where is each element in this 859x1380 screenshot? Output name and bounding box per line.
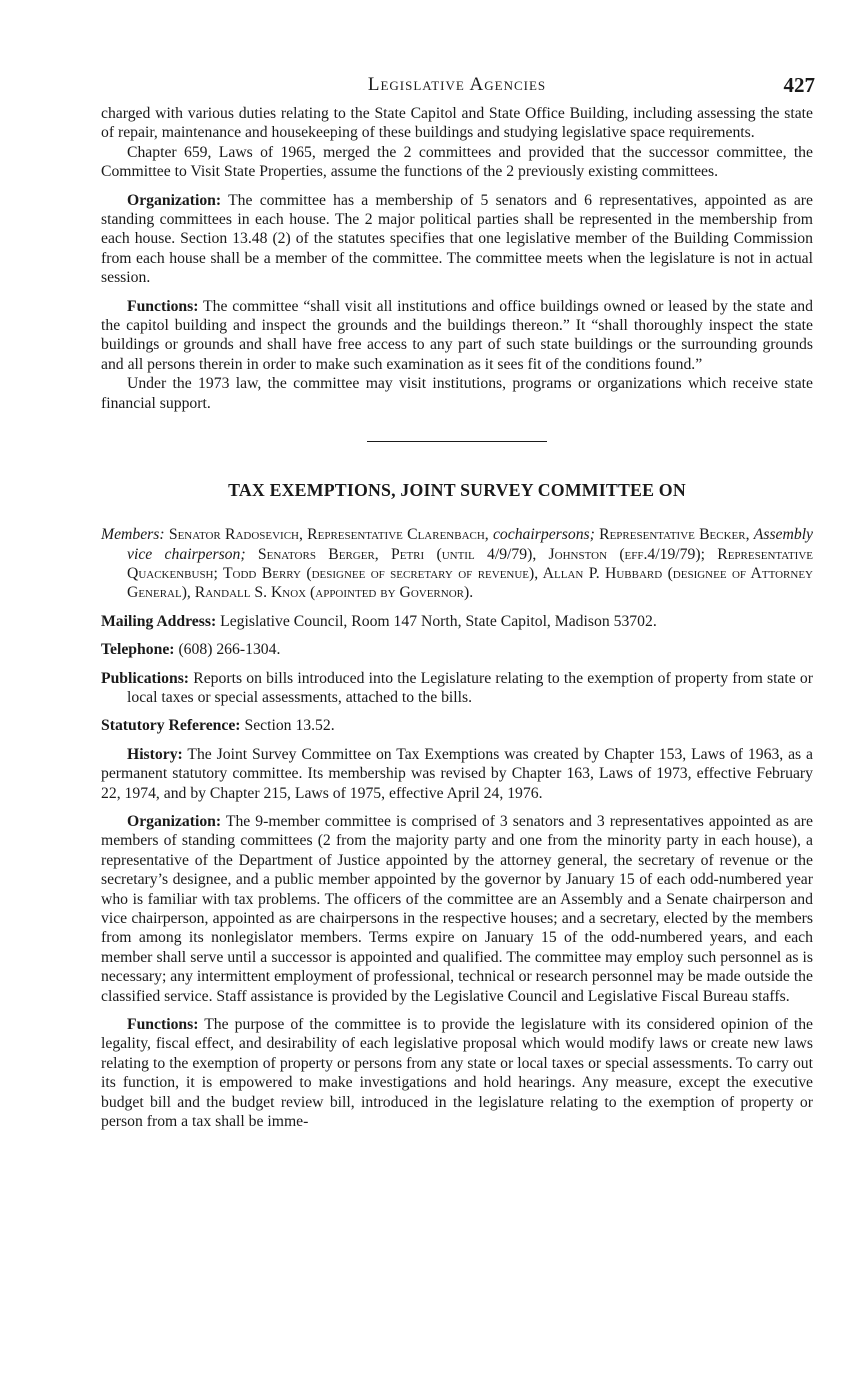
tax-exemptions-section — [101, 525, 813, 1131]
paragraph-functions-committee — [101, 1015, 813, 1131]
functions-committee-label: Functions: — [127, 1016, 199, 1034]
members-role-1: cochairpersons; — [492, 526, 595, 544]
paragraph-1973-law: Under the 1973 law, the committee may visit institutions, programs or organizations which receive state financial support. — [101, 375, 813, 412]
functions-label: Functions: — [127, 297, 199, 315]
paragraph-history — [101, 745, 813, 803]
running-head — [101, 70, 813, 104]
publications-label: Publications: — [101, 669, 190, 687]
statutory-reference-text: Section 13.52. — [240, 717, 335, 735]
members-names-2: Representative Becker, — [594, 526, 754, 544]
paragraph-continued: charged with various duties relating to the State Capitol and State Office Building, including assessing the state of repair, maintenance and housekeeping of these buildings and studying legislative space requirements. — [101, 105, 813, 142]
paragraph-organization-committee — [101, 812, 813, 1006]
members-names-3: Senators Berger, Petri (until 4/9/79), Johnston (eff.4/19/79); Representative Quackenbush; Todd Berry (designee of secretary of revenue), Allan P. Hubbard (designee of Attorney General), Randall S. Knox (appointed by Governor). — [127, 545, 813, 602]
telephone-entry — [101, 640, 813, 659]
statutory-reference-label: Statutory Reference: — [101, 717, 241, 735]
mailing-address-entry — [101, 612, 813, 631]
mailing-address-label: Mailing Address: — [101, 612, 217, 630]
running-title: Legislative Agencies — [367, 74, 547, 95]
paragraph-organization — [101, 191, 813, 288]
telephone-text: (608) 266-1304. — [174, 641, 281, 659]
history-label: History: — [127, 745, 183, 763]
members-entry — [101, 525, 813, 603]
section-title: TAX EXEMPTIONS, JOINT SURVEY COMMITTEE ON — [228, 480, 686, 501]
previous-section — [101, 104, 813, 413]
section-divider — [367, 441, 547, 442]
functions-text: The committee “shall visit all institutions and office buildings owned or leased by the state and the capitol building and inspect the grounds and the buildings thereon.” It “shall thoroughly inspect the state buildings or grounds and shall have free access to any part of such state buildings or the surrounding grounds and all persons therein in order to make such examination as it sees fit of the conditions found.” — [101, 297, 813, 373]
page-number: 427 — [783, 73, 815, 97]
publications-entry — [101, 669, 813, 708]
telephone-label: Telephone: — [101, 641, 175, 659]
organization-committee-label: Organization: — [127, 812, 222, 830]
paragraph-functions — [101, 297, 813, 375]
statutory-reference-entry — [101, 716, 813, 735]
members-label: Members: — [101, 526, 165, 544]
organization-committee-text: The 9-member committee is comprised of 3 senators and 3 representatives appointed as are members of standing committees (2 from the majority party and one from the minority party in each house), a representative of the Department of Justice appointed by the attorney general, the secretary of revenue or the secretary’s designee, and a public member appointed by the governor by January 15 of each odd-numbered year who is familiar with tax problems. The officers of the committee are an Assembly and a Senate chairperson and vice chairperson, appointed as are chairpersons in the respective houses; and a secretary, elected by the members from among its nonlegislator members. Terms expire on January 15 of the odd-numbered years, and each member shall serve until a successor is appointed and qualified. The committee may employ such personnel as is necessary; any intermittent employment of professional, technical or research personnel may be made outside the classified service. Staff assistance is provided by the Legislative Council and Legislative Fiscal Bureau staffs. — [101, 812, 813, 1005]
functions-committee-text: The purpose of the committee is to provide the legislature with its considered opinion of the legality, fiscal effect, and desirability of each legislative proposal which would modify laws or create new laws relating to the exemption of property or persons from any state or local taxes or special assessments. To carry out its function, it is empowered to make investigations and hold hearings. Any measure, except the executive budget bill and the budget review bill, introduced in the legislature relating to the exemption of property or person from a tax shall be imme- — [101, 1016, 813, 1131]
paragraph-chapter-659: Chapter 659, Laws of 1965, merged the 2 committees and provided that the successor committee, the Committee to Visit State Properties, assume the functions of the 2 previously existing committees. — [101, 143, 813, 181]
history-text: The Joint Survey Committee on Tax Exemptions was created by Chapter 153, Laws of 1963, as a permanent statutory committee. Its membership was revised by Chapter 163, Laws of 1973, effective February 22, 1974, and by Chapter 215, Laws of 1975, effective April 24, 1976. — [101, 745, 813, 802]
members-names-1: Senator Radosevich, Representative Clarenbach, — [168, 526, 493, 544]
page — [101, 70, 813, 1131]
publications-text: Reports on bills introduced into the Legislature relating to the exemption of property from state or local taxes or special assessments, attached to the bills. — [127, 669, 813, 706]
mailing-address-text: Legislative Council, Room 147 North, State Capitol, Madison 53702. — [216, 612, 657, 630]
organization-label: Organization: — [127, 191, 222, 209]
members-role-2: Assembly vice chairperson; — [127, 526, 814, 563]
organization-text: The committee has a membership of 5 senators and 6 representatives, appointed as are standing committees in each house. The 2 major political parties shall be represented in the membership from each house. Section 13.48 (2) of the statutes specifies that one legislative member of the Building Commission from each house shall be a member of the committee. The committee meets when the legislature is not in actual session. — [101, 191, 813, 287]
